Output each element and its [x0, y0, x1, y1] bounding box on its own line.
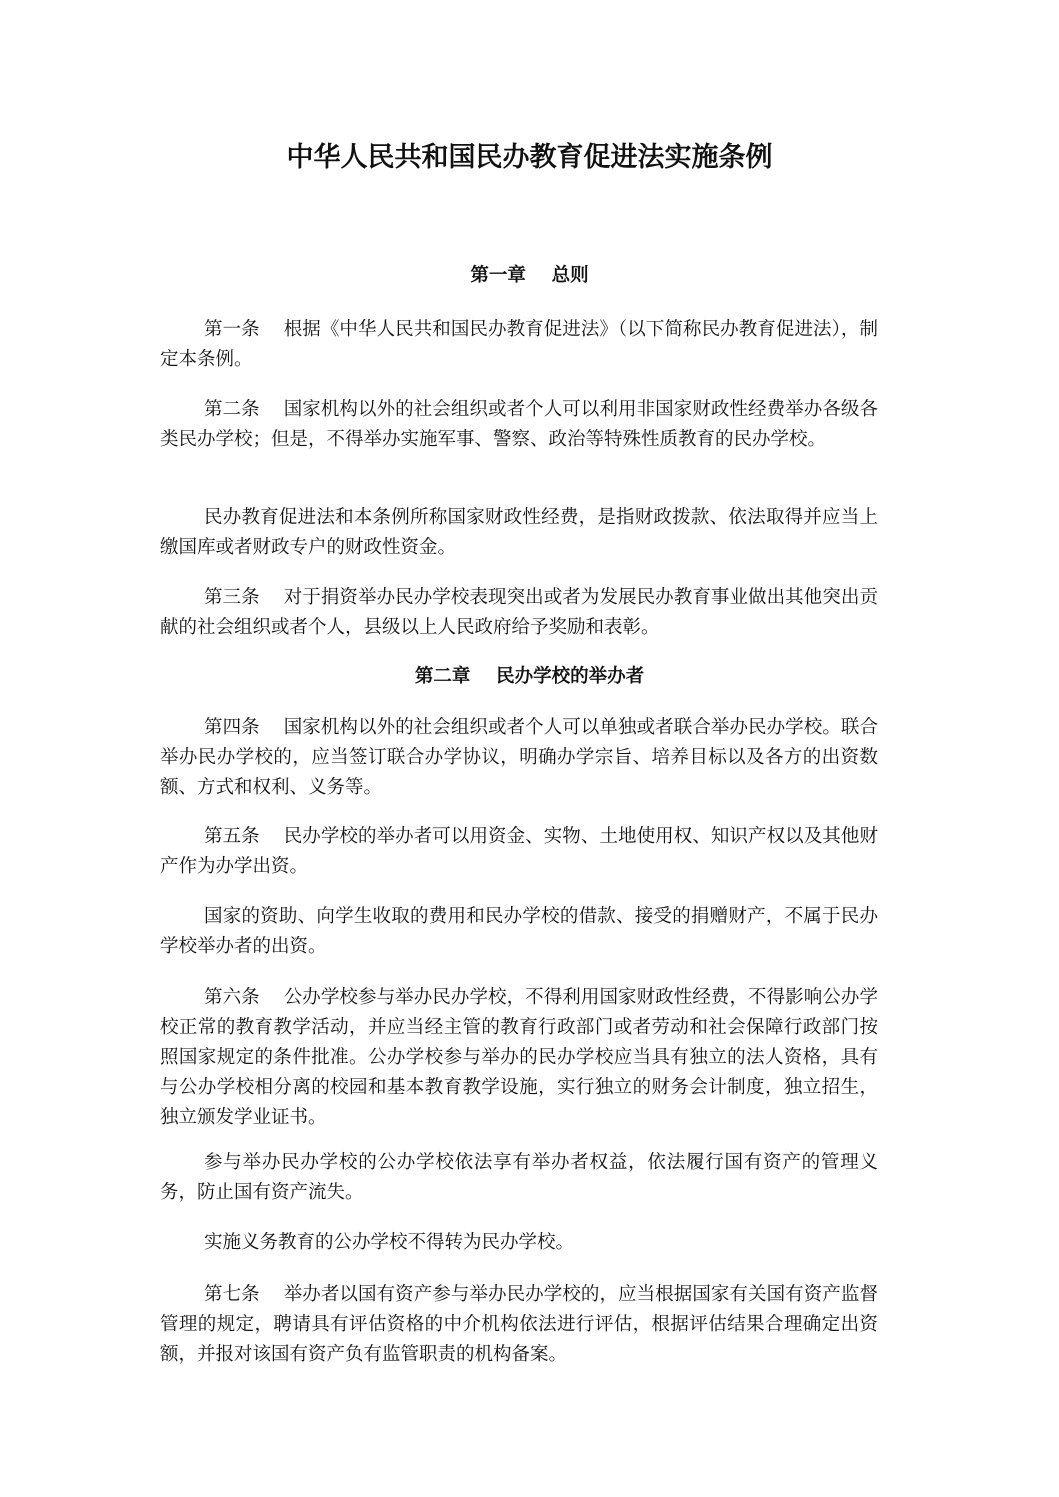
article-4-paragraph	[160, 713, 878, 803]
article-text: 公办学校参与举办民办学校，不得利用国家财政性经费，不得影响公办学校正常的教育教学活动，并应当经主管的教育行政部门或者劳动和社会保障行政部门按照国家规定的条件批准。公办学校参与举办的民办学校应当具有独立的法人资格，具有与公办学校相分离的校园和基本教育教学设施，实行独立的财务会计制度，独立招生，独立颁发学业证书。	[160, 987, 878, 1128]
article-number: 第二条	[204, 399, 260, 420]
article-2-clause-paragraph	[160, 503, 878, 563]
article-6-clause-paragraph-2	[160, 1228, 878, 1258]
article-text: 举办者以国有资产参与举办民办学校的，应当根据国家有关国有资产监督管理的规定，聘请具有评估资格的中介机构依法进行评估，根据评估结果合理确定出资额，并报对该国有资产负有监管职责的机构备案。	[160, 1284, 878, 1365]
article-2-paragraph	[160, 395, 878, 455]
article-number: 第三条	[204, 587, 260, 608]
article-7-paragraph	[160, 1280, 878, 1370]
article-number: 第四条	[204, 717, 260, 738]
article-3-paragraph	[160, 583, 878, 643]
article-number: 第五条	[204, 826, 260, 847]
article-text: 民办学校的举办者可以用资金、实物、土地使用权、知识产权以及其他财产作为办学出资。	[160, 826, 878, 877]
article-1-paragraph	[160, 315, 878, 375]
article-5-clause-paragraph	[160, 902, 878, 962]
article-6-paragraph	[160, 983, 878, 1133]
chapter-heading-2: 第二章 民办学校的举办者	[414, 666, 645, 687]
article-number: 第一条	[204, 319, 260, 340]
paragraph-text: 民办教育促进法和本条例所称国家财政性经费，是指财政拨款、依法取得并应当上缴国库或者财政专户的财政性资金。	[160, 507, 878, 558]
document-title: 中华人民共和国民办教育促进法实施条例	[286, 142, 773, 173]
article-text: 国家机构以外的社会组织或者个人可以利用非国家财政性经费举办各级各类民办学校；但是，不得举办实施军事、警察、政治等特殊性质教育的民办学校。	[160, 399, 878, 450]
article-6-clause-paragraph	[160, 1148, 878, 1208]
article-number: 第六条	[204, 987, 260, 1008]
article-text: 根据《中华人民共和国民办教育促进法》（以下简称民办教育促进法），制定本条例。	[160, 319, 878, 370]
article-5-paragraph	[160, 822, 878, 882]
paragraph-text: 参与举办民办学校的公办学校依法享有举办者权益，依法履行国有资产的管理义务，防止国有资产流失。	[160, 1152, 878, 1203]
paragraph-text: 国家的资助、向学生收取的费用和民办学校的借款、接受的捐赠财产，不属于民办学校举办者的出资。	[160, 906, 878, 957]
paragraph-text: 实施义务教育的公办学校不得转为民办学校。	[204, 1232, 575, 1253]
article-text: 国家机构以外的社会组织或者个人可以单独或者联合举办民办学校。联合举办民办学校的，应当签订联合办学协议，明确办学宗旨、培养目标以及各方的出资数额、方式和权利、义务等。	[160, 717, 878, 798]
article-text: 对于捐资举办民办学校表现突出或者为发展民办教育事业做出其他突出贡献的社会组织或者个人，县级以上人民政府给予奖励和表彰。	[160, 587, 878, 638]
chapter-heading-1: 第一章 总则	[470, 265, 589, 286]
article-number: 第七条	[204, 1284, 260, 1305]
